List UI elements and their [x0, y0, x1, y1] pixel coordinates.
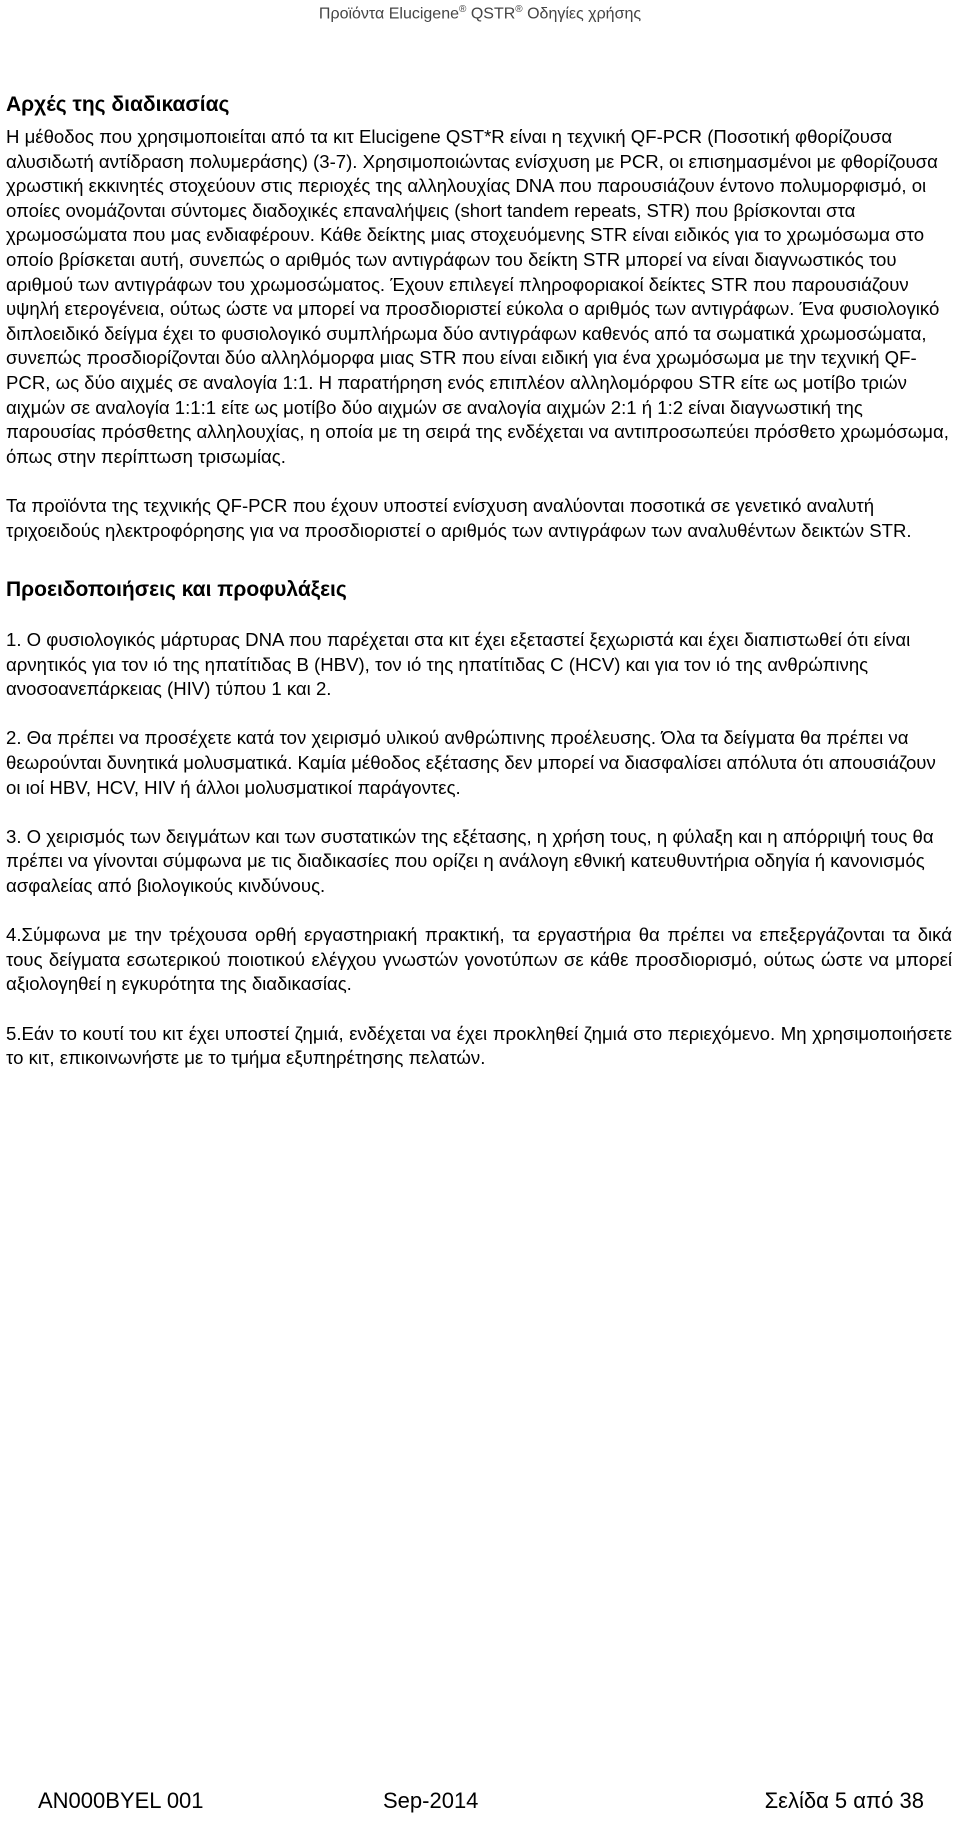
principle-paragraph-1: Η μέθοδος που χρησιμοποιείται από τα κιτ Elucigene QST*R είναι η τεχνική QF-PCR (Ποσοτική φθορίζουσα αλυσιδωτή αντίδραση πολυμεράσης) (3-7). Χρησιμοποιώντας ενίσχυση με PCR, οι επισημασμένοι με φθορίζουσα χρωστική εκκινητές στοχεύουν στις περιοχές της αλληλουχίας DNA που παρουσιάζουν έντονο πολυμορφισμό, οι οποίες ονομάζονται σύντομες διαδοχικές επαναλήψεις (short tandem repeats, STR) που βρίσκονται στα χρωμοσώματα που μας ενδιαφέρουν. Κάθε δείκτης μιας στοχευόμενης STR είναι ειδικός για το χρωμόσωμα στο οποίο βρίσκεται αυτή, συνεπώς ο αριθμός των αντιγράφων του δείκτη STR μπορεί να είναι διαγνωστικός του αριθμού των αντιγράφων του χρωμοσώματος. Έχουν επιλεγεί πληροφοριακοί δείκτες STR που παρουσιάζουν υψηλή ετερογένεια, ούτως ώστε να μπορεί να προσδιοριστεί εύκολα ο αριθμός των αντιγράφων. Ένα φυσιολογικό διπλοειδικό δείγμα έχει το φυσιολογικό συμπλήρωμα δύο αντιγράφων καθενός από τα σωματικά χρωμοσώματα, συνεπώς προσδιορίζονται δύο αλληλόμορφα μιας STR που είναι ειδική για ένα χρωμόσωμα με την τεχνική QF-PCR, ως δύο αιχμές σε αναλογία 1:1. Η παρατήρηση ενός επιπλέον αλληλομόρφου STR είτε ως μοτίβο τριών αιχμών σε αναλογία 1:1:1 είτε ως μοτίβο δύο αιχμών σε αναλογία αιχμών 2:1 ή 1:2 είναι διαγνωστική της παρουσίας πρόσθετης αλληλουχίας, η οποία με τη σειρά της ενδέχεται να αντιπροσωπεύει πρόσθετο χρωμόσωμα, όπως στην περίπτωση τρισωμίας.	[6, 126, 949, 467]
header-product-brand: QSTR	[466, 5, 516, 23]
principle-heading: Αρχές της διαδικασίας	[6, 93, 230, 116]
header-doc-type: Οδηγίες χρήσης	[522, 5, 642, 23]
footer-doc-code: AN000BYEL 001	[38, 1788, 204, 1813]
header-product-name: Προϊόντα Elucigene	[318, 5, 459, 23]
warnings-heading: Προειδοποιήσεις και προφυλάξεις	[6, 578, 347, 602]
warning-item-1: 1. Ο φυσιολογικός μάρτυρας DNA που παρέχεται στα κιτ έχει εξεταστεί ξεχωριστά και έχει διαπιστωθεί ότι είναι αρνητικός για τον ιό της ηπατίτιδας B (HBV), τον ιό της ηπατίτιδας C (HCV) και για τον ιό της ανθρώπινης ανοσοανεπάρκειας (HIV) τύπου 1 και 2.	[6, 629, 911, 700]
page-footer	[0, 1788, 960, 1818]
document-body	[6, 92, 952, 1071]
warning-item-4: 4.Σύμφωνα με την τρέχουσα ορθή εργαστηριακή πρακτική, τα εργαστήρια θα πρέπει να επεξεργάζονται τα δικά τους δείγματα εσωτερικού ποιοτικού ελέγχου γνωστών γονοτύπων σε κάθε προσδιορισμό, ούτως ώστε να μπορεί αξιολογηθεί η εγκυρότητα της διαδικασίας.	[6, 924, 952, 995]
warning-item-3: 3. Ο χειρισμός των δειγμάτων και των συστατικών της εξέτασης, η χρήση τους, η φύλαξη και η απόρριψή τους θα πρέπει να γίνονται σύμφωνα με τις διαδικασίες που ορίζει η ανάλογη εθνική κατευθυντήρια οδηγία ή κανονισμός ασφαλείας από βιολογικούς κινδύνους.	[6, 825, 934, 897]
running-header	[0, 4, 960, 23]
footer-date: Sep-2014	[383, 1788, 479, 1813]
registered-mark-1: ®	[459, 4, 467, 15]
principle-paragraph-2: Τα προϊόντα της τεχνικής QF-PCR που έχουν υποστεί ενίσχυση αναλύονται ποσοτικά σε γενετικό αναλυτή τριχοειδούς ηλεκτροφόρησης για να προσδιοριστεί ο αριθμός των αντιγράφων των αναλυθέντων δεικτών STR.	[6, 494, 912, 541]
footer-page-number: Σελίδα 5 από 38	[764, 1788, 924, 1813]
warning-item-5: 5.Εάν το κουτί του κιτ έχει υποστεί ζημιά, ενδέχεται να έχει προκληθεί ζημιά στο περιεχόμενο. Μη χρησιμοποιήσετε το κιτ, επικοινωνήστε με το τμήμα εξυπηρέτησης πελατών.	[6, 1022, 952, 1069]
registered-mark-2: ®	[515, 4, 523, 15]
warning-item-2: 2. Θα πρέπει να προσέχετε κατά τον χειρισμό υλικού ανθρώπινης προέλευσης. Όλα τα δείγματα θα πρέπει να θεωρούνται δυνητικά μολυσματικά. Καμία μέθοδος εξέτασης δεν μπορεί να διασφαλίσει απόλυτα ότι απουσιάζουν οι ιοί HBV, HCV, HIV ή άλλοι μολυσματικοί παράγοντες.	[6, 727, 936, 798]
